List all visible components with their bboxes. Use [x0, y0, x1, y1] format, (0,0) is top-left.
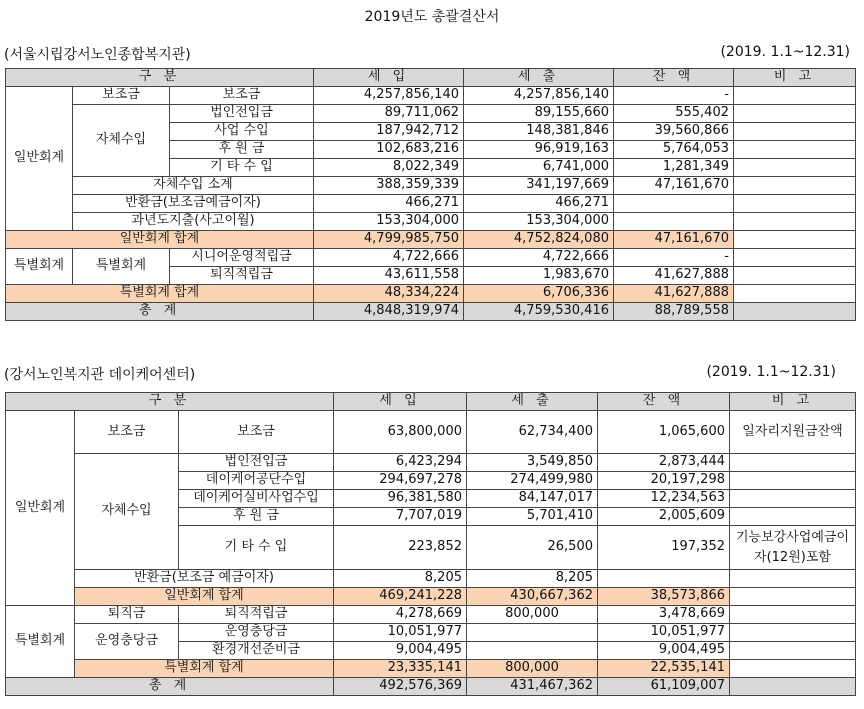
header-revenue: 세 입 [314, 69, 464, 87]
expenditure-cell: 62,734,400 [467, 411, 598, 454]
note-cell [734, 303, 856, 321]
expenditure-cell: 430,667,362 [467, 588, 598, 606]
row-label: 퇴직적립금 [170, 267, 314, 285]
expenditure-cell [467, 642, 598, 660]
self-income-group-label: 자체수입 [73, 105, 170, 177]
revenue-cell: 469,241,228 [334, 588, 467, 606]
summary-table-main [5, 68, 856, 321]
revenue-cell: 10,051,977 [334, 624, 467, 642]
balance-cell: 39,560,866 [614, 123, 734, 141]
balance-cell: 47,161,670 [614, 177, 734, 195]
general-account-label: 일반회계 [6, 87, 73, 231]
expenditure-cell: 4,759,530,416 [464, 303, 614, 321]
reserve-group-label: 운영충당금 [75, 624, 179, 660]
row-label: 기 타 수 입 [170, 159, 314, 177]
revenue-cell: 492,576,369 [334, 678, 467, 696]
row-label: 총 계 [6, 303, 314, 321]
revenue-cell: 43,611,558 [314, 267, 464, 285]
row-label: 법인전입금 [179, 454, 334, 472]
row-label: 일반회계 합계 [75, 588, 334, 606]
note-cell [734, 195, 856, 213]
note-cell [734, 249, 856, 267]
expenditure-cell: 26,500 [467, 526, 598, 570]
expenditure-cell: 800,000 [467, 606, 598, 624]
subtotal-row [6, 660, 856, 678]
balance-cell: 41,627,888 [614, 267, 734, 285]
balance-cell: 38,573,866 [598, 588, 730, 606]
note-cell [734, 141, 856, 159]
row-label: 특별회계 합계 [6, 285, 314, 303]
table-row [6, 570, 856, 588]
balance-cell: 1,281,349 [614, 159, 734, 177]
subtotal-row [6, 285, 856, 303]
special-group-label: 특별회계 [73, 249, 170, 285]
row-label: 시니어운영적립금 [170, 249, 314, 267]
row-label: 데이케어실비사업수입 [179, 490, 334, 508]
table-row [6, 177, 856, 195]
revenue-cell: 9,004,495 [334, 642, 467, 660]
header-balance: 잔 액 [614, 69, 734, 87]
revenue-cell: 4,848,319,974 [314, 303, 464, 321]
revenue-cell: 223,852 [334, 526, 467, 570]
balance-cell: 1,065,600 [598, 411, 730, 454]
expenditure-cell: 148,381,846 [464, 123, 614, 141]
note-cell [730, 472, 856, 490]
expenditure-cell: 3,549,850 [467, 454, 598, 472]
row-label: 총 계 [6, 678, 334, 696]
general-account-label: 일반회계 [6, 411, 75, 606]
header-note: 비 고 [734, 69, 856, 87]
balance-cell: 2,005,609 [598, 508, 730, 526]
row-label: 퇴직적립금 [179, 606, 334, 624]
balance-cell: 555,402 [614, 105, 734, 123]
row-label: 기 타 수 입 [179, 526, 334, 570]
note-cell [734, 285, 856, 303]
row-label: 환경개선준비금 [179, 642, 334, 660]
revenue-cell: 6,423,294 [334, 454, 467, 472]
revenue-cell: 8,205 [334, 570, 467, 588]
revenue-cell: 466,271 [314, 195, 464, 213]
note-cell [730, 678, 856, 696]
expenditure-cell: 4,722,666 [464, 249, 614, 267]
balance-cell: - [614, 87, 734, 105]
balance-cell: 5,764,053 [614, 141, 734, 159]
expenditure-cell [467, 624, 598, 642]
revenue-cell: 102,683,216 [314, 141, 464, 159]
subtotal-row [6, 231, 856, 249]
note-cell [734, 87, 856, 105]
balance-cell: 2,873,444 [598, 454, 730, 472]
subsidy-group-label: 보조금 [75, 411, 179, 454]
expenditure-cell: 4,257,856,140 [464, 87, 614, 105]
section1-caption: (서울시립강서노인종합복지관) [4, 47, 191, 63]
row-label: 보조금 [179, 411, 334, 454]
note-cell [730, 454, 856, 472]
expenditure-cell: 6,706,336 [464, 285, 614, 303]
header-note: 비 고 [730, 393, 856, 411]
row-label: 특별회계 합계 [75, 660, 334, 678]
expenditure-cell: 800,000 [467, 660, 598, 678]
revenue-cell: 4,722,666 [314, 249, 464, 267]
balance-cell: 3,478,669 [598, 606, 730, 624]
row-label: 반환금(보조금 예금이자) [75, 570, 334, 588]
expenditure-cell: 8,205 [467, 570, 598, 588]
balance-cell: 22,535,141 [598, 660, 730, 678]
balance-cell: - [614, 249, 734, 267]
row-label: 반환금(보조금예금이자) [73, 195, 314, 213]
section2-period: (2019. 1.1~12.31) [706, 364, 836, 380]
table-row [6, 249, 856, 267]
row-label: 사업 수입 [170, 123, 314, 141]
balance-cell: 47,161,670 [614, 231, 734, 249]
note-cell [730, 570, 856, 588]
balance-cell: 88,789,558 [614, 303, 734, 321]
note-cell [734, 213, 856, 231]
expenditure-cell: 4,752,824,080 [464, 231, 614, 249]
table-row [6, 105, 856, 123]
expenditure-cell: 431,467,362 [467, 678, 598, 696]
revenue-cell: 8,022,349 [314, 159, 464, 177]
revenue-cell: 23,335,141 [334, 660, 467, 678]
note-cell [734, 177, 856, 195]
table-row [6, 624, 856, 642]
revenue-cell: 187,942,712 [314, 123, 464, 141]
note-cell [734, 231, 856, 249]
header-revenue: 세 입 [334, 393, 467, 411]
row-label: 후 원 금 [179, 508, 334, 526]
revenue-cell: 89,711,062 [314, 105, 464, 123]
header-expenditure: 세 출 [467, 393, 598, 411]
revenue-cell: 294,697,278 [334, 472, 467, 490]
self-income-group-label: 자체수입 [75, 454, 179, 570]
balance-cell: 9,004,495 [598, 642, 730, 660]
revenue-cell: 96,381,580 [334, 490, 467, 508]
expenditure-cell: 96,919,163 [464, 141, 614, 159]
balance-cell: 20,197,298 [598, 472, 730, 490]
grand-total-row [6, 303, 856, 321]
revenue-cell: 48,334,224 [314, 285, 464, 303]
revenue-cell: 388,359,339 [314, 177, 464, 195]
note-cell: 일자리지원금잔액 [730, 411, 856, 454]
note-cell: 기능보강사업예금이자(12원)포함 [730, 526, 856, 570]
row-label: 보조금 [170, 87, 314, 105]
subsidy-group-label: 보조금 [73, 87, 170, 105]
note-cell [734, 159, 856, 177]
grand-total-row [6, 678, 856, 696]
row-label: 일반회계 합계 [6, 231, 314, 249]
balance-cell: 61,109,007 [598, 678, 730, 696]
note-cell [730, 624, 856, 642]
revenue-cell: 4,257,856,140 [314, 87, 464, 105]
revenue-cell: 4,278,669 [334, 606, 467, 624]
note-cell [730, 508, 856, 526]
expenditure-cell: 341,197,669 [464, 177, 614, 195]
section1-period: (2019. 1.1~12.31) [720, 44, 850, 60]
revenue-cell: 7,707,019 [334, 508, 467, 526]
revenue-cell: 63,800,000 [334, 411, 467, 454]
table-row [6, 411, 856, 454]
table-row [6, 195, 856, 213]
header-expenditure: 세 출 [464, 69, 614, 87]
table-row [6, 606, 856, 624]
row-label: 운영충당금 [179, 624, 334, 642]
subtotal-row [6, 588, 856, 606]
expenditure-cell: 274,499,980 [467, 472, 598, 490]
page-title: 2019년도 총괄결산서 [364, 9, 500, 25]
balance-cell: 12,234,563 [598, 490, 730, 508]
special-account-label: 특별회계 [6, 606, 75, 678]
table-row [6, 454, 856, 472]
balance-cell [614, 195, 734, 213]
expenditure-cell: 5,701,410 [467, 508, 598, 526]
special-account-label: 특별회계 [6, 249, 73, 285]
expenditure-cell: 1,983,670 [464, 267, 614, 285]
header-category: 구 분 [6, 393, 334, 411]
expenditure-cell: 89,155,660 [464, 105, 614, 123]
expenditure-cell: 6,741,000 [464, 159, 614, 177]
row-label: 과년도지출(사고이월) [73, 213, 314, 231]
table-row [6, 213, 856, 231]
expenditure-cell: 153,304,000 [464, 213, 614, 231]
note-cell [730, 606, 856, 624]
revenue-cell: 4,799,985,750 [314, 231, 464, 249]
note-cell [730, 490, 856, 508]
note-cell [734, 267, 856, 285]
balance-cell: 197,352 [598, 526, 730, 570]
header-row [6, 393, 856, 411]
revenue-cell: 153,304,000 [314, 213, 464, 231]
balance-cell: 41,627,888 [614, 285, 734, 303]
header-balance: 잔 액 [598, 393, 730, 411]
expenditure-cell: 84,147,017 [467, 490, 598, 508]
expenditure-cell: 466,271 [464, 195, 614, 213]
retirement-group-label: 퇴직금 [75, 606, 179, 624]
row-label: 데이케어공단수입 [179, 472, 334, 490]
table-row [6, 87, 856, 105]
balance-cell [598, 570, 730, 588]
row-label: 후 원 금 [170, 141, 314, 159]
balance-cell: 10,051,977 [598, 624, 730, 642]
row-label: 자체수입 소계 [73, 177, 314, 195]
note-cell [734, 123, 856, 141]
header-row [6, 69, 856, 87]
header-category: 구 분 [6, 69, 314, 87]
summary-table-daycare [5, 392, 856, 696]
note-cell [730, 642, 856, 660]
note-cell [730, 660, 856, 678]
row-label: 법인전입금 [170, 105, 314, 123]
note-cell [734, 105, 856, 123]
note-cell [730, 588, 856, 606]
section2-caption: (강서노인복지관 데이케어센터) [4, 367, 196, 383]
balance-cell [614, 213, 734, 231]
